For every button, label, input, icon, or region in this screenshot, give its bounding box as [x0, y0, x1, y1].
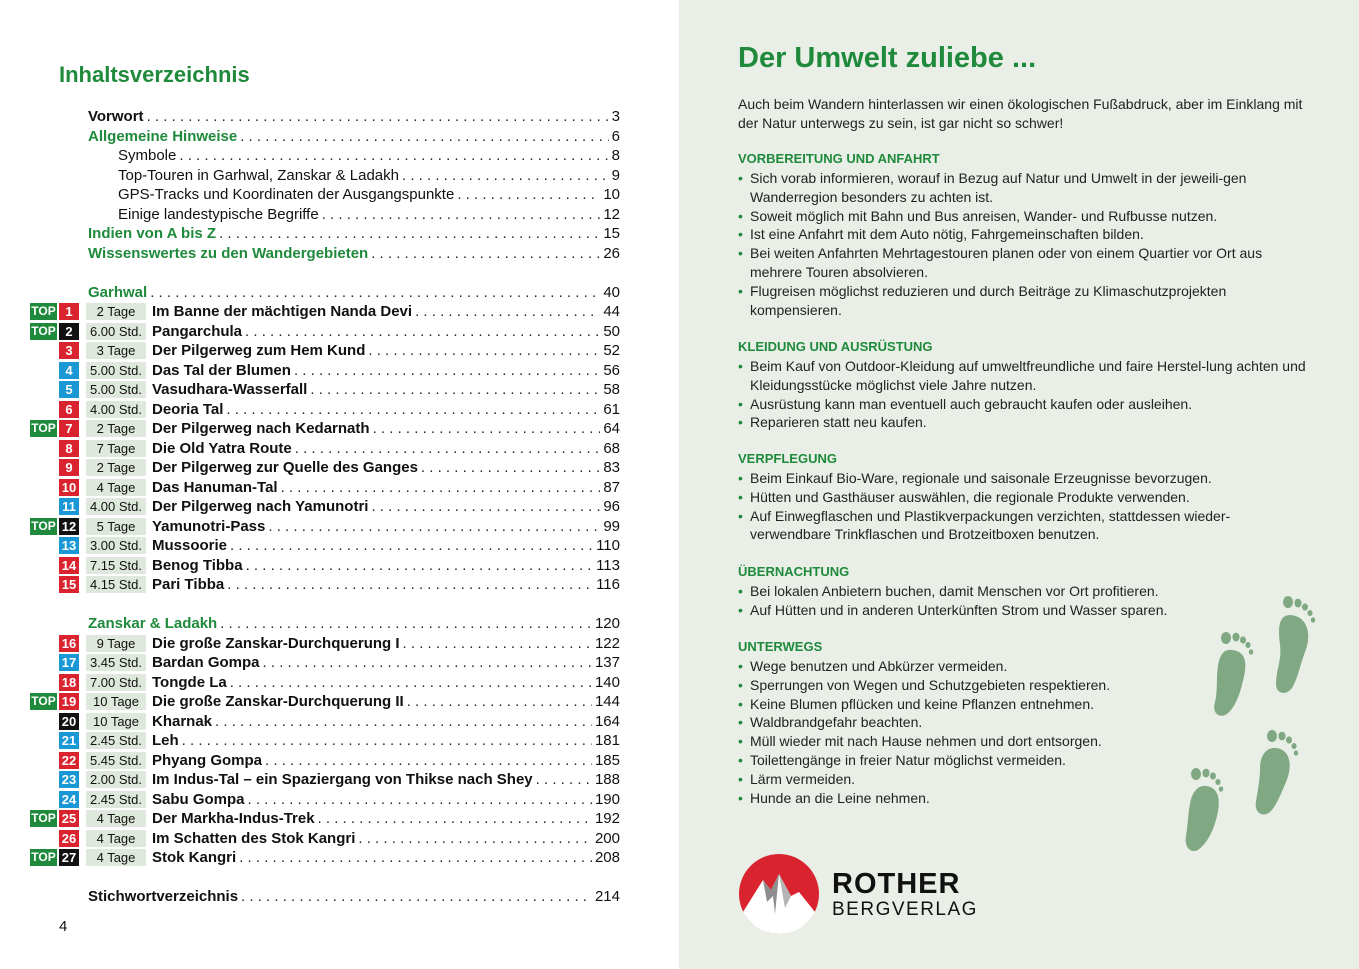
- toc-leader-dots: [241, 887, 592, 907]
- toc-entry-title: Deoria Tal: [152, 400, 224, 418]
- list-item: • Soweit möglich mit Bahn und Bus anreisen, Wander- und Rufbusse nutzen.: [738, 207, 1308, 226]
- list-item: • Bei lokalen Anbietern buchen, damit Menschen vor Ort profitieren.: [738, 582, 1308, 601]
- toc-row-tour[interactable]: [0, 302, 620, 322]
- toc-entry-label: [152, 712, 620, 732]
- toc-entry-label: [152, 673, 620, 693]
- section-heading: ÜBERNACHTUNG: [738, 564, 850, 579]
- toc-leader-dots: [230, 536, 593, 556]
- toc-leader-dots: [239, 848, 592, 868]
- toc-entry-label: [152, 302, 620, 322]
- tour-duration: 3.00 Std.: [86, 537, 146, 554]
- tour-number-badge: 14: [59, 557, 79, 574]
- toc-entry-page: 120: [594, 615, 620, 632]
- section-heading: VERPFLEGUNG: [738, 451, 837, 466]
- list-item: • Lärm vermeiden.: [738, 770, 1308, 789]
- toc-entry-title: Zanskar & Ladakh: [88, 615, 218, 632]
- toc-leader-dots: [179, 146, 608, 166]
- toc-entry-page: 40: [603, 283, 620, 301]
- toc-leader-dots: [415, 302, 600, 322]
- top-tour-badge: TOP: [31, 323, 56, 338]
- tour-duration: 5.00 Std.: [86, 362, 146, 379]
- tour-number-badge: 3: [59, 342, 79, 359]
- tour-duration: 10 Tage: [86, 713, 146, 730]
- toc-entry-label: [152, 770, 620, 790]
- list-item: • Auf Einwegflaschen und Plastikverpackungen verzichten, stattdessen wieder-verwendbare Trinkflaschen und Brotzeitboxen benutzen.: [738, 507, 1308, 545]
- toc-entry-label: [152, 790, 620, 810]
- toc-entry-title: Stichwortverzeichnis: [88, 888, 239, 905]
- tour-duration: 2 Tage: [86, 420, 146, 437]
- toc-entry-title: Pari Tibba: [152, 576, 225, 593]
- toc-entry-label: [152, 458, 620, 478]
- section-list: [738, 169, 1308, 319]
- toc-row-front[interactable]: [0, 185, 620, 205]
- toc-entry-page: 181: [594, 732, 620, 749]
- list-item: • Reparieren statt neu kaufen.: [738, 413, 1308, 432]
- toc-entry-title: Der Pilgerweg nach Kedarnath: [152, 420, 370, 437]
- toc-entry-page: 26: [603, 244, 620, 262]
- toc-leader-dots: [310, 380, 600, 400]
- toc-leader-dots: [536, 770, 592, 790]
- toc-entry-page: 208: [594, 849, 620, 866]
- toc-entry-label: [152, 439, 620, 459]
- toc-entry-label: [152, 809, 620, 829]
- tour-number-badge: 6: [59, 401, 79, 418]
- toc-row-tour[interactable]: [0, 361, 620, 381]
- list-item: • Toilettengänge in freier Natur möglichst vermeiden.: [738, 751, 1308, 770]
- toc-entry-label: [118, 166, 620, 186]
- tour-duration: 4 Tage: [86, 810, 146, 827]
- toc-entry-label: [152, 478, 620, 498]
- tour-duration: 6.00 Std.: [86, 323, 146, 340]
- toc-row-tour[interactable]: [0, 790, 620, 810]
- toc-leader-dots: [182, 731, 592, 751]
- tour-number-badge: 15: [59, 576, 79, 593]
- top-tour-badge: TOP: [31, 518, 56, 533]
- toc-entry-label: [152, 731, 620, 751]
- toc-entry-title: Garhwal: [88, 283, 148, 301]
- toc-entry-title: Allgemeine Hinweise: [88, 127, 238, 145]
- tour-duration: 2.45 Std.: [86, 791, 146, 808]
- toc-entry-page: 6: [611, 127, 620, 145]
- toc-entry-title: Das Hanuman-Tal: [152, 478, 278, 496]
- toc-leader-dots: [215, 712, 592, 732]
- toc-entry-page: 3: [611, 108, 620, 125]
- toc-leader-dots: [373, 419, 601, 439]
- toc-leader-dots: [294, 361, 600, 381]
- toc-entry-title: Phyang Gompa: [152, 751, 263, 769]
- toc-row-front[interactable]: [0, 146, 620, 166]
- toc-leader-dots: [227, 575, 593, 595]
- tour-number-badge: 1: [59, 303, 79, 320]
- list-item: • Hunde an die Leine nehmen.: [738, 789, 1308, 808]
- toc-leader-dots: [403, 634, 592, 654]
- toc-entry-page: 99: [603, 517, 620, 535]
- toc-entry-label: [88, 244, 620, 264]
- toc-leader-dots: [281, 478, 601, 498]
- section-list: [738, 357, 1308, 432]
- tour-duration: 4.15 Std.: [86, 576, 146, 593]
- toc-row-tour[interactable]: [0, 458, 620, 478]
- section-heading: UNTERWEGS: [738, 639, 823, 654]
- toc-entry-page: 12: [603, 205, 620, 223]
- toc-entry-page: 68: [603, 439, 620, 457]
- toc-leader-dots: [240, 127, 608, 147]
- toc-entry-page: 15: [603, 225, 620, 242]
- toc-leader-dots: [245, 322, 600, 342]
- list-item: • Sperrungen von Wegen und Schutzgebieten respektieren.: [738, 676, 1308, 695]
- tour-number-badge: 25: [59, 810, 79, 827]
- environment-intro: Auch beim Wandern hinterlassen wir einen ökologischen Fußabdruck, aber im Einklang mit der Natur unterwegs zu sein, ist gar nicht so schwer!: [738, 96, 1303, 131]
- left-page-toc: [0, 0, 679, 969]
- toc-leader-dots: [246, 556, 594, 576]
- list-item: • Wege benutzen und Abkürzer vermeiden.: [738, 657, 1308, 676]
- tour-number-badge: 8: [59, 440, 79, 457]
- tour-duration: 4 Tage: [86, 849, 146, 866]
- tour-number-badge: 22: [59, 752, 79, 769]
- toc-row-tour[interactable]: [0, 673, 620, 693]
- toc-row-tour[interactable]: [0, 380, 620, 400]
- toc-entry-label: [118, 146, 620, 166]
- toc-leader-dots: [147, 107, 609, 127]
- toc-row-tour[interactable]: [0, 809, 620, 829]
- toc-entry-title: GPS-Tracks und Koordinaten der Ausgangspunkte: [118, 186, 455, 203]
- toc-title: Inhaltsverzeichnis: [59, 62, 250, 87]
- toc-entry-title: Symbole: [118, 147, 177, 164]
- tour-number-badge: 12: [59, 518, 79, 535]
- toc-leader-dots: [358, 829, 592, 849]
- tour-number-badge: 26: [59, 830, 79, 847]
- toc-entry-page: 188: [594, 771, 620, 788]
- top-tour-badge: TOP: [31, 811, 56, 825]
- toc-row-tour[interactable]: [0, 848, 620, 868]
- toc-entry-label: [118, 185, 620, 205]
- toc-row-tour[interactable]: [0, 575, 620, 595]
- toc-row-front[interactable]: [0, 127, 620, 147]
- toc-entry-title: Die große Zanskar-Durchquerung II: [152, 693, 404, 710]
- toc-leader-dots: [263, 653, 592, 673]
- toc-entry-label: [88, 283, 620, 303]
- tour-number-badge: 24: [59, 791, 79, 808]
- tour-duration: 4.00 Std.: [86, 401, 146, 418]
- toc-entry-page: 50: [603, 322, 620, 340]
- toc-entry-title: Vasudhara-Wasserfall: [152, 381, 308, 398]
- toc-entry-title: Pangarchula: [152, 322, 243, 340]
- toc-entry-page: 144: [594, 693, 620, 710]
- toc-leader-dots: [371, 244, 600, 264]
- tour-number-badge: 17: [59, 654, 79, 671]
- toc-leader-dots: [295, 439, 601, 459]
- toc-entry-page: 64: [603, 420, 620, 437]
- toc-leader-dots: [407, 692, 592, 712]
- toc-entry-title: Die Old Yatra Route: [152, 439, 292, 457]
- toc-leader-dots: [402, 166, 609, 186]
- toc-entry-page: 44: [603, 303, 620, 320]
- toc-entry-title: Wissenswertes zu den Wandergebieten: [88, 244, 369, 262]
- tour-number-badge: 4: [59, 362, 79, 379]
- top-tour-badge: TOP: [31, 421, 56, 435]
- toc-entry-label: [88, 887, 620, 907]
- toc-entry-title: Tongde La: [152, 673, 227, 691]
- toc-row-tour[interactable]: [0, 439, 620, 459]
- toc-row-tour[interactable]: [0, 322, 620, 342]
- tour-duration: 10 Tage: [86, 693, 146, 710]
- toc-entry-page: 185: [594, 751, 620, 769]
- top-tour-badge: TOP: [31, 850, 56, 864]
- toc-leader-dots: [371, 497, 600, 517]
- toc-row-tour[interactable]: [0, 692, 620, 712]
- toc-row-front[interactable]: [0, 205, 620, 225]
- toc-row-front[interactable]: [0, 244, 620, 264]
- tour-duration: 5 Tage: [86, 518, 146, 535]
- toc-entry-title: Indien von A bis Z: [88, 225, 217, 242]
- toc-entry-label: [152, 848, 620, 868]
- toc-entry-title: Der Pilgerweg zum Hem Kund: [152, 342, 366, 359]
- toc-entry-label: [152, 653, 620, 673]
- toc-entry-page: 113: [596, 556, 620, 574]
- tour-duration: 4 Tage: [86, 479, 146, 496]
- toc-entry-page: 140: [594, 673, 620, 691]
- toc-entry-label: [88, 224, 620, 244]
- toc-row-tour[interactable]: [0, 536, 620, 556]
- footprints-icon: [1180, 590, 1320, 860]
- toc-entry-page: 8: [611, 147, 620, 164]
- tour-number-badge: 9: [59, 459, 79, 476]
- list-item: • Hütten und Gasthäuser auswählen, die regionale Produkte verwenden.: [738, 488, 1308, 507]
- list-item: • Bei weiten Anfahrten Mehrtagestouren planen oder von einem Quartier vor Ort aus mehrere Touren absolvieren.: [738, 244, 1308, 282]
- toc-entry-page: 58: [603, 381, 620, 398]
- top-tour-badge: TOP: [31, 304, 56, 318]
- toc-entry-page: 10: [603, 186, 620, 203]
- list-item: • Beim Einkauf Bio-Ware, regionale und saisonale Erzeugnisse bevorzugen.: [738, 469, 1308, 488]
- toc-entry-title: Der Markha-Indus-Trek: [152, 810, 315, 827]
- toc-entry-page: 200: [594, 829, 620, 847]
- toc-leader-dots: [265, 751, 592, 771]
- toc-entry-label: [152, 497, 620, 517]
- toc-entry-title: Yamunotri-Pass: [152, 517, 266, 535]
- toc-row-tour[interactable]: [0, 478, 620, 498]
- toc-entry-label: [88, 614, 620, 634]
- toc-entry-label: [88, 107, 620, 127]
- tour-duration: 5.45 Std.: [86, 752, 146, 769]
- toc-entry-page: 190: [594, 790, 620, 808]
- toc-entry-label: [152, 322, 620, 342]
- tour-number-badge: 21: [59, 732, 79, 749]
- tour-number-badge: 7: [59, 420, 79, 437]
- tour-number-badge: 18: [59, 674, 79, 691]
- toc-row-region-zanskar[interactable]: [0, 614, 620, 634]
- tour-duration: 4.00 Std.: [86, 498, 146, 515]
- toc-entry-title: Der Pilgerweg zur Quelle des Ganges: [152, 459, 418, 476]
- toc-row-tour[interactable]: [0, 751, 620, 771]
- toc-leader-dots: [230, 673, 592, 693]
- tour-number-badge: 2: [59, 323, 79, 340]
- toc-entry-page: 83: [603, 459, 620, 476]
- toc-entry-title: Der Pilgerweg nach Yamunotri: [152, 498, 369, 515]
- toc-entry-label: [152, 829, 620, 849]
- tour-duration: 7.00 Std.: [86, 674, 146, 691]
- toc-row-tour[interactable]: [0, 712, 620, 732]
- toc-row-tour[interactable]: [0, 556, 620, 576]
- toc-leader-dots: [150, 283, 600, 303]
- toc-entry-title: Das Tal der Blumen: [152, 361, 291, 379]
- tour-number-badge: 5: [59, 381, 79, 398]
- tour-number-badge: 20: [59, 713, 79, 730]
- section-list: [738, 469, 1308, 544]
- toc-entry-label: [152, 419, 620, 439]
- list-item: • Flugreisen möglichst reduzieren und durch Beiträge zu Klimaschutzprojekten kompensieren.: [738, 282, 1308, 320]
- environment-title: Der Umwelt zuliebe ...: [738, 42, 1037, 74]
- tour-duration: 2.00 Std.: [86, 771, 146, 788]
- list-item: • Ausrüstung kann man eventuell auch gebraucht kaufen oder ausleihen.: [738, 395, 1308, 414]
- toc-row-tour[interactable]: [0, 400, 620, 420]
- toc-row-tour[interactable]: [0, 653, 620, 673]
- logo-text-bergverlag: BERGVERLAG: [832, 899, 978, 920]
- section-heading: VORBEREITUNG UND ANFAHRT: [738, 151, 940, 166]
- list-item: • Müll wieder mit nach Hause nehmen und dort entsorgen.: [738, 732, 1308, 751]
- toc-row-front[interactable]: [0, 224, 620, 244]
- toc-entry-title: Kharnak: [152, 712, 213, 730]
- tour-duration: 2 Tage: [86, 303, 146, 320]
- logo-text-rother: ROTHER: [832, 868, 961, 900]
- toc-entry-title: Benog Tibba: [152, 556, 243, 574]
- toc-leader-dots: [268, 517, 600, 537]
- toc-entry-label: [152, 692, 620, 712]
- section-heading: KLEIDUNG UND AUSRÜSTUNG: [738, 339, 933, 354]
- tour-duration: 3.45 Std.: [86, 654, 146, 671]
- toc-entry-page: 52: [603, 342, 620, 359]
- toc-entry-page: 61: [603, 400, 620, 418]
- toc-entry-label: [152, 517, 620, 537]
- tour-number-badge: 16: [59, 635, 79, 652]
- toc-entry-label: [152, 634, 620, 654]
- toc-leader-dots: [226, 400, 600, 420]
- tour-number-badge: 13: [59, 537, 79, 554]
- toc-leader-dots: [248, 790, 592, 810]
- toc-entry-label: [152, 575, 620, 595]
- toc-entry-page: 192: [594, 810, 620, 827]
- toc-row-index[interactable]: [0, 887, 620, 907]
- toc-entry-title: Einige landestypische Begriffe: [118, 205, 319, 223]
- toc-leader-dots: [219, 224, 600, 244]
- tour-number-badge: 10: [59, 479, 79, 496]
- toc-row-front[interactable]: [0, 166, 620, 186]
- environment-section: [738, 450, 1308, 544]
- toc-row-tour[interactable]: [0, 829, 620, 849]
- toc-entry-title: Leh: [152, 732, 179, 749]
- toc-row-tour[interactable]: [0, 419, 620, 439]
- toc-entry-page: 87: [603, 478, 620, 496]
- tour-duration: 2 Tage: [86, 459, 146, 476]
- toc-entry-label: [152, 556, 620, 576]
- page-number: 4: [59, 918, 68, 935]
- toc-entry-page: 164: [594, 712, 620, 730]
- toc-entry-label: [88, 127, 620, 147]
- toc-entry-label: [152, 361, 620, 381]
- environment-section: [738, 150, 1308, 319]
- toc-leader-dots: [368, 341, 600, 361]
- toc-entry-page: 116: [596, 576, 620, 593]
- toc-entry-title: Vorwort: [88, 108, 144, 125]
- toc-entry-page: 56: [603, 361, 620, 379]
- toc-entry-page: 96: [603, 498, 620, 515]
- tour-duration: 4 Tage: [86, 830, 146, 847]
- tour-number-badge: 11: [59, 498, 79, 515]
- toc-entry-page: 110: [596, 537, 620, 554]
- toc-leader-dots: [322, 205, 601, 225]
- list-item: • Sich vorab informieren, worauf in Bezug auf Natur und Umwelt in der jeweili-gen Wanderregion besonders zu achten ist.: [738, 169, 1308, 207]
- toc-entry-page: 9: [611, 166, 620, 184]
- list-item: • Keine Blumen pflücken und keine Pflanzen entnehmen.: [738, 695, 1308, 714]
- toc-entry-page: 122: [594, 634, 620, 652]
- toc-entry-label: [152, 536, 620, 556]
- tour-number-badge: 19: [59, 693, 79, 710]
- tour-duration: 7.15 Std.: [86, 557, 146, 574]
- toc-row-tour[interactable]: [0, 341, 620, 361]
- list-item: • Beim Kauf von Outdoor-Kleidung auf umweltfreundliche und faire Herstel-lung achten und Kleidungsstücke möglichst viele Jahre nutzen.: [738, 357, 1308, 395]
- toc-entry-label: [152, 400, 620, 420]
- toc-entry-title: Bardan Gompa: [152, 654, 260, 671]
- top-tour-badge: TOP: [31, 694, 56, 708]
- toc-row-tour[interactable]: [0, 731, 620, 751]
- toc-row-tour[interactable]: [0, 497, 620, 517]
- toc-entry-title: Top-Touren in Garhwal, Zanskar & Ladakh: [118, 166, 399, 184]
- toc-row-region-garhwal[interactable]: [0, 283, 620, 303]
- list-item: • Waldbrandgefahr beachten.: [738, 713, 1308, 732]
- toc-row-front[interactable]: [0, 107, 620, 127]
- list-item: • Ist eine Anfahrt mit dem Auto nötig, Fahrgemeinschaften bilden.: [738, 225, 1308, 244]
- tour-duration: 5.00 Std.: [86, 381, 146, 398]
- tour-number-badge: 23: [59, 771, 79, 788]
- toc-row-tour[interactable]: [0, 770, 620, 790]
- toc-entry-label: [152, 751, 620, 771]
- toc-leader-dots: [457, 185, 600, 205]
- toc-entry-page: 137: [594, 654, 620, 671]
- toc-leader-dots: [318, 809, 592, 829]
- environment-section: [738, 338, 1308, 432]
- toc-entry-title: Im Schatten des Stok Kangri: [152, 829, 356, 847]
- toc-entry-title: Im Banne der mächtigen Nanda Devi: [152, 303, 413, 320]
- tour-duration: 9 Tage: [86, 635, 146, 652]
- tour-duration: 3 Tage: [86, 342, 146, 359]
- toc-entry-label: [152, 380, 620, 400]
- toc-entry-page: 214: [594, 888, 620, 905]
- toc-entry-title: Die große Zanskar-Durchquerung I: [152, 634, 400, 652]
- toc-entry-title: Sabu Gompa: [152, 790, 245, 808]
- toc-row-tour[interactable]: [0, 517, 620, 537]
- tour-duration: 7 Tage: [86, 440, 146, 457]
- tour-duration: 2.45 Std.: [86, 732, 146, 749]
- toc-leader-dots: [421, 458, 600, 478]
- list-item: • Auf Hütten und in anderen Unterkünften Strom und Wasser sparen.: [738, 601, 1308, 620]
- toc-entry-label: [152, 341, 620, 361]
- toc-leader-dots: [220, 614, 592, 634]
- toc-entry-title: Mussoorie: [152, 537, 228, 554]
- toc-row-tour[interactable]: [0, 634, 620, 654]
- toc-entry-title: Im Indus-Tal – ein Spaziergang von Thikse nach Shey: [152, 771, 533, 788]
- toc-entry-title: Stok Kangri: [152, 849, 237, 866]
- toc-entry-label: [118, 205, 620, 225]
- tour-number-badge: 27: [59, 849, 79, 866]
